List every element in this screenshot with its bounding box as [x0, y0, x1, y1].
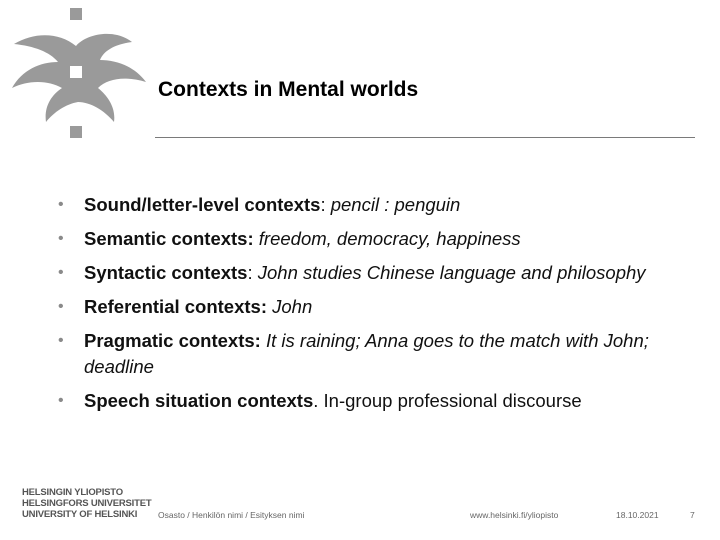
bullet-dot-icon: • — [58, 230, 64, 247]
bullet-term: Semantic contexts: — [84, 228, 254, 249]
bullet-term: Pragmatic contexts: — [84, 330, 261, 351]
bullet-example: John studies Chinese language and philosophy — [257, 262, 646, 283]
university-name-fi: HELSINGIN YLIOPISTO — [22, 487, 123, 498]
bullet-speech-situation — [56, 388, 696, 414]
bullet-example: John — [272, 296, 313, 317]
bullet-term: Speech situation contexts — [84, 390, 314, 411]
bullet-example: pencil : penguin — [330, 194, 461, 215]
footer-date: 18.10.2021 — [616, 510, 659, 520]
bullet-dot-icon: • — [58, 392, 64, 409]
bullet-dot-icon: • — [58, 264, 64, 281]
footer-page-number: 7 — [690, 510, 695, 520]
bullet-plain: . In-group professional discourse — [313, 390, 582, 411]
bullet-example: freedom, democracy, happiness — [258, 228, 521, 249]
bullet-list — [56, 192, 696, 422]
footer-url: www.helsinki.fi/yliopisto — [470, 510, 559, 520]
bullet-referential — [56, 294, 696, 320]
bullet-example: It is raining; Anna goes to the match with John; deadline — [84, 330, 649, 377]
bullet-syntactic — [56, 260, 696, 286]
university-name-sv: HELSINGFORS UNIVERSITET — [22, 498, 152, 509]
bullet-semantic — [56, 226, 696, 252]
bullet-dot-icon: • — [58, 332, 64, 349]
slide-title: Contexts in Mental worlds — [158, 78, 419, 101]
bullet-dot-icon: • — [58, 196, 64, 213]
university-flame-logo — [4, 4, 154, 139]
bullet-term: Syntactic contexts — [84, 262, 248, 283]
title-divider — [155, 137, 695, 138]
bullet-pragmatic — [56, 328, 696, 380]
bullet-plain: : — [320, 194, 331, 215]
university-name-en: UNIVERSITY OF HELSINKI — [22, 509, 138, 520]
footer-presenter: Osasto / Henkilön nimi / Esityksen nimi — [158, 510, 305, 520]
university-name — [22, 487, 151, 520]
bullet-sound-letter — [56, 192, 696, 218]
bullet-dot-icon: • — [58, 298, 64, 315]
bullet-plain: : — [247, 262, 258, 283]
bullet-term: Sound/letter-level contexts — [84, 194, 321, 215]
bullet-term: Referential contexts: — [84, 296, 267, 317]
